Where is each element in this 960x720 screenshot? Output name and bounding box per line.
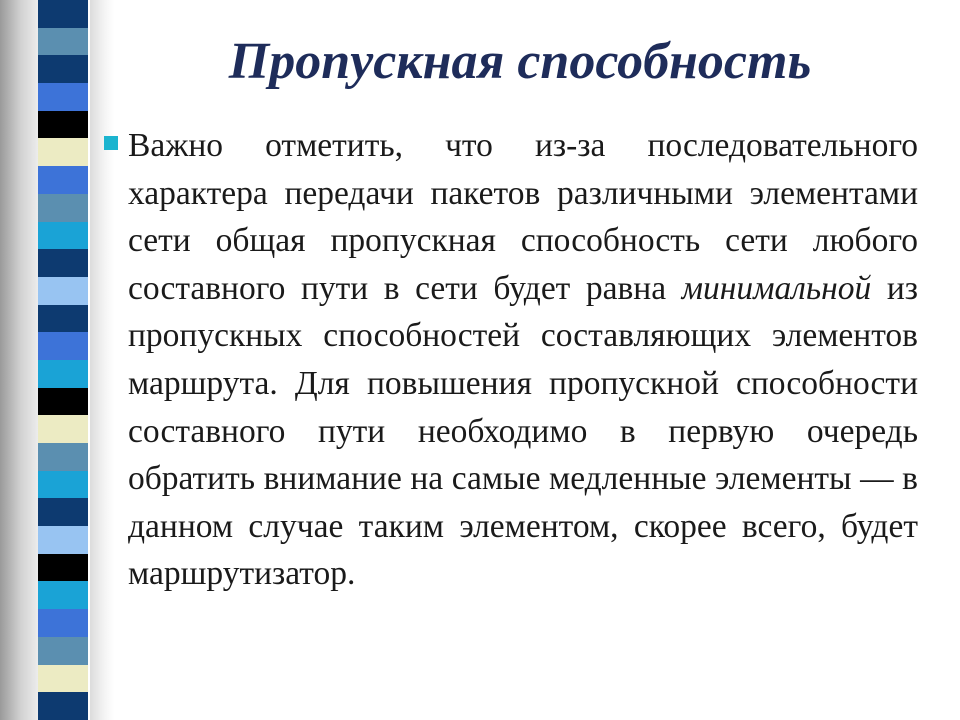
- stripe-segment: [38, 388, 88, 416]
- body-text-end: из пропускных способностей составляющих элементов маршрута. Для повышения пропускной способности составного пути необходимо в первую очередь обратить внимание на самые медленные элементы — в данном случае таким элементом, скорее всего, будет маршрутизатор.: [128, 269, 918, 593]
- body-text-emphasis: минимальной: [681, 269, 872, 307]
- stripe-segment: [38, 277, 88, 305]
- stripe-segment: [38, 443, 88, 471]
- stripe-segment: [38, 637, 88, 665]
- stripe-segment: [38, 332, 88, 360]
- stripe-segment: [38, 0, 88, 28]
- stripe-segment: [38, 83, 88, 111]
- stripe-segment: [38, 665, 88, 693]
- body-paragraph: [128, 122, 918, 598]
- stripe-segment: [38, 692, 88, 720]
- stripe-segment: [38, 360, 88, 388]
- stripe-segment: [38, 111, 88, 139]
- stripe-segment: [38, 166, 88, 194]
- stripe-segment: [38, 415, 88, 443]
- slide-title: Пропускная способность: [228, 33, 812, 90]
- stripe-segment: [38, 194, 88, 222]
- square-bullet-icon: [104, 136, 118, 150]
- stripe-segment: [38, 526, 88, 554]
- stripe-segment: [38, 305, 88, 333]
- stripe-segment: [38, 581, 88, 609]
- left-gradient-bar: [0, 0, 38, 720]
- stripe-segment: [38, 554, 88, 582]
- right-gradient-bar: [90, 0, 114, 720]
- stripe-segment: [38, 138, 88, 166]
- stripe-segment: [38, 55, 88, 83]
- stripe-segment: [38, 471, 88, 499]
- stripe-segment: [38, 222, 88, 250]
- decorative-stripe-band: [38, 0, 88, 720]
- stripe-segment: [38, 609, 88, 637]
- body-text-start: Важно отметить, что из-за последовательного характера передачи пакетов различными элементами сети общая пропускная способность сети любого составного пути в сети будет равна: [128, 127, 918, 307]
- stripe-segment: [38, 498, 88, 526]
- stripe-segment: [38, 28, 88, 56]
- stripe-segment: [38, 249, 88, 277]
